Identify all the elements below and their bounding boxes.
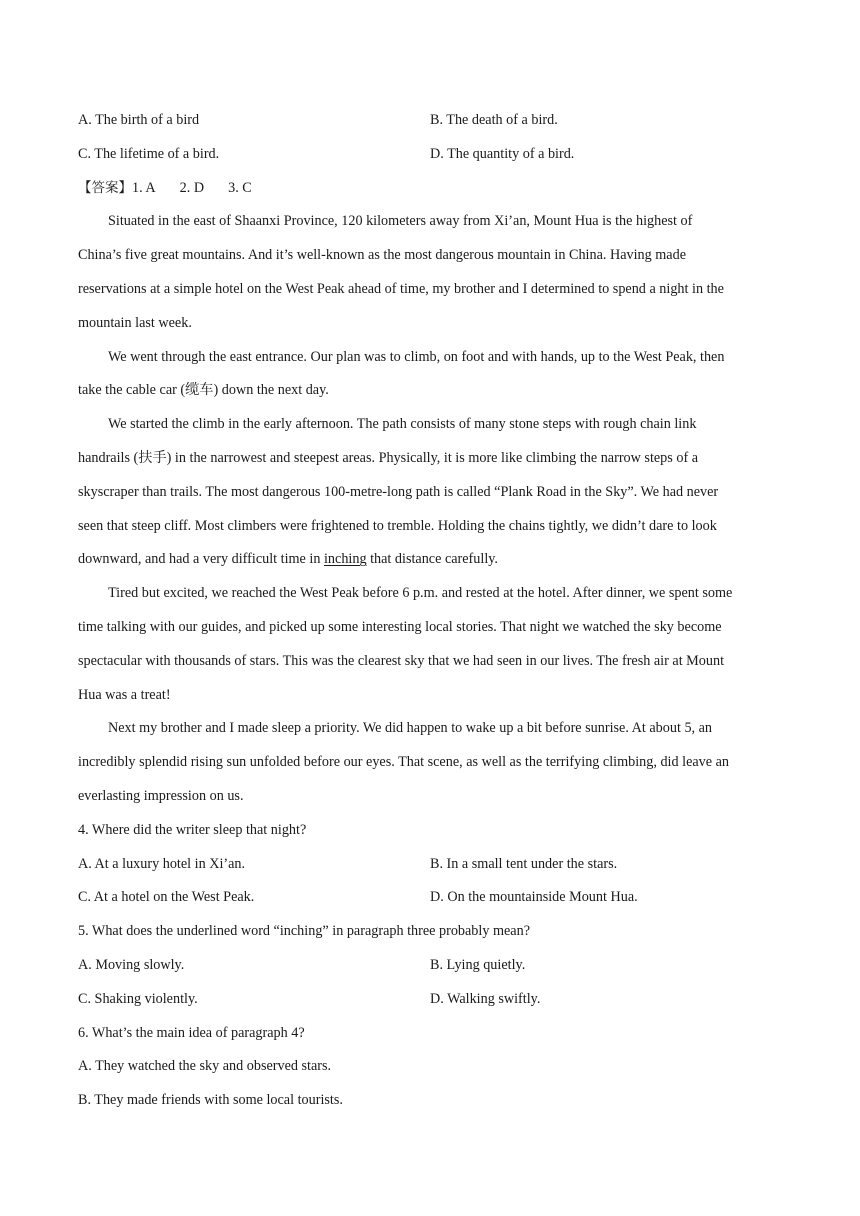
question-4 [78, 814, 778, 915]
answer-item: 1. A [132, 179, 156, 196]
text-segment: that distance carefully. [366, 551, 498, 568]
text-line: We went through the east entrance. Our plan was to climb, on foot and with hands, up to the West Peak, then [108, 348, 725, 365]
document-page [78, 104, 778, 1118]
q3-option-d: D. The quantity of a bird. [430, 145, 575, 162]
text-line: everlasting impression on us. [78, 787, 244, 804]
options-row [78, 983, 778, 1017]
q3-options-row-2 [78, 138, 778, 172]
text-line [78, 543, 778, 577]
q4-option-d: D. On the mountainside Mount Hua. [430, 889, 638, 906]
text-line: Next my brother and I made sleep a priority. We did happen to wake up a bit before sunrise. At about 5, an [108, 720, 713, 737]
q4-option-a: A. At a luxury hotel in Xi’an. [78, 855, 246, 872]
text-line: We started the climb in the early afternoon. The path consists of many stone steps with rough chain link [108, 416, 697, 433]
text-line: Tired but excited, we reached the West Peak before 6 p.m. and rested at the hotel. After dinner, we spent some [108, 585, 733, 602]
q3-option-c: C. The lifetime of a bird. [78, 145, 220, 162]
question-5 [78, 915, 778, 1016]
q4-option-b: B. In a small tent under the stars. [430, 855, 618, 872]
text-line: Hua was a treat! [78, 686, 171, 703]
underlined-word-inching: inching [323, 551, 367, 568]
text-line: handrails (扶手) in the narrowest and steepest areas. Physically, it is more like climbing the narrow steps of a [78, 449, 699, 466]
text-line: China’s five great mountains. And it’s well-known as the most dangerous mountain in China. Having made [78, 247, 686, 264]
text-line: take the cable car (缆车) down the next day. [78, 382, 329, 399]
q5-option-c: C. Shaking violently. [78, 990, 198, 1007]
question-stem: 5. What does the underlined word “inching” in paragraph three probably mean? [78, 923, 530, 940]
q3-options-row-1 [78, 104, 778, 138]
q5-option-d: D. Walking swiftly. [430, 990, 541, 1007]
answer-key-label: 【答案】 [78, 179, 132, 196]
q5-option-b: B. Lying quietly. [430, 956, 526, 973]
question-stem: 6. What’s the main idea of paragraph 4? [78, 1024, 305, 1041]
text-line: spectacular with thousands of stars. This was the clearest sky that we had seen in our lives. The fresh air at Mount [78, 652, 725, 669]
text-line: incredibly splendid rising sun unfolded before our eyes. That scene, as well as the terrifying climbing, did leave an [78, 754, 729, 771]
options-row [78, 881, 778, 915]
q6-option-a: A. They watched the sky and observed stars. [78, 1058, 332, 1075]
question-6 [78, 1017, 778, 1118]
text-line: reservations at a simple hotel on the West Peak ahead of time, my brother and I determined to spend a night in the [78, 280, 724, 297]
options-row [78, 848, 778, 882]
text-line: skyscraper than trails. The most dangerous 100-metre-long path is called “Plank Road in the Sky”. We had never [78, 483, 719, 500]
text-line: seen that steep cliff. Most climbers were frightened to tremble. Holding the chains tightly, we didn’t dare to look [78, 517, 717, 534]
text-segment: downward, and had a very difficult time in [78, 551, 324, 568]
passage-paragraph-4 [78, 577, 778, 712]
q5-option-a: A. Moving slowly. [78, 956, 185, 973]
answer-item: 2. D [179, 179, 205, 196]
options-row [78, 949, 778, 983]
text-line: time talking with our guides, and picked up some interesting local stories. That night we watched the sky become [78, 618, 722, 635]
passage-paragraph-5 [78, 712, 778, 813]
answer-key [78, 172, 778, 206]
question-stem: 4. Where did the writer sleep that night? [78, 821, 307, 838]
text-line: mountain last week. [78, 314, 192, 331]
q4-option-c: C. At a hotel on the West Peak. [78, 889, 255, 906]
passage-paragraph-1 [78, 205, 778, 340]
text-line: Situated in the east of Shaanxi Province, 120 kilometers away from Xi’an, Mount Hua is the highest of [108, 213, 693, 230]
answer-item: 3. C [228, 179, 252, 196]
passage-paragraph-3 [78, 408, 778, 577]
q3-option-a: A. The birth of a bird [78, 112, 200, 128]
q3-option-b: B. The death of a bird. [430, 112, 558, 128]
passage-paragraph-2 [78, 341, 778, 409]
q6-option-b: B. They made friends with some local tourists. [78, 1092, 343, 1109]
